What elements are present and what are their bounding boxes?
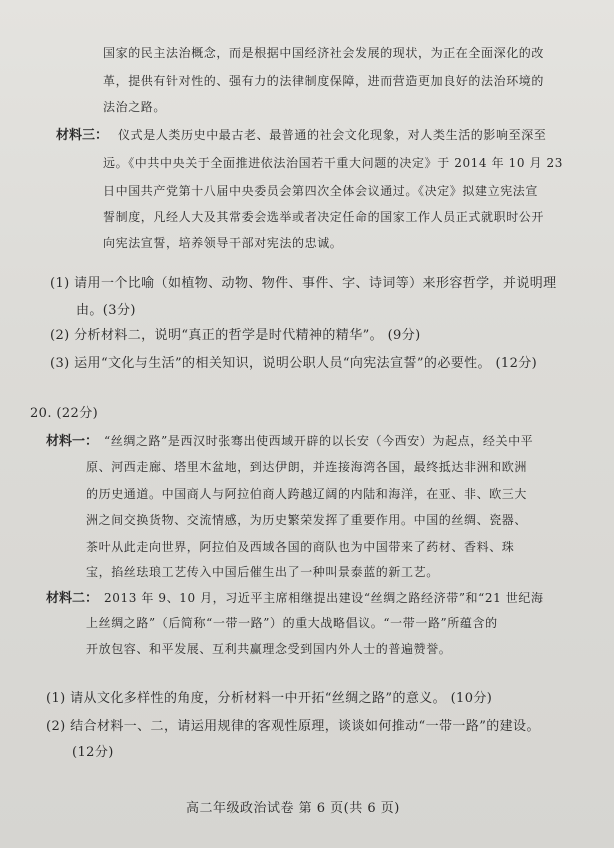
question-item: 由。(3分) xyxy=(76,303,136,318)
question-item: (12分) xyxy=(72,745,114,760)
text-line: 原、河西走廊、塔里木盆地，到达伊朗，并连接海湾各国，最终抵达非洲和欧洲 xyxy=(86,460,528,474)
text-line: 宝，掐丝珐琅工艺传入中国后催生出了一种叫景泰蓝的新工艺。 xyxy=(86,565,439,579)
text-line: 革，提供有针对性的、强有力的法律制度保障，进而营造更加良好的法治环境的 xyxy=(103,74,545,88)
text-line: 日中国共产党第十八届中央委员会第四次全体会议通过。《决定》拟建立宪法宣 xyxy=(103,184,539,198)
text-line: 上丝绸之路”（后简称“一带一路”）的重大战略倡议。“一带一路”所蕴含的 xyxy=(86,616,498,630)
question-item: (2) 结合材料一、二，请运用规律的客观性原理，谈谈如何推动“一带一路”的建设。 xyxy=(46,719,540,734)
text-line: 国家的民主法治概念，而是根据中国经济社会发展的现状，为正在全面深化的改 xyxy=(103,46,545,60)
material-label: 材料三： xyxy=(56,128,109,143)
text-line: 远。《中共中央关于全面推进依法治国若干重大问题的决定》于 2014 年 10 月 23 xyxy=(103,156,563,170)
question-item: (1) 请从文化多样性的角度，分析材料一中开拓“丝绸之路”的意义。 (10分) xyxy=(46,691,493,706)
question-item: (2) 分析材料二，说明“真正的哲学是时代精神的精华”。 (9分) xyxy=(50,328,421,343)
text-line: “丝绸之路”是西汉时张骞出使西域开辟的以长安（今西安）为起点，经关中平 xyxy=(104,434,534,448)
text-line: 开放包容、和平发展、互利共赢理念受到国内外人士的普遍赞誉。 xyxy=(86,642,452,656)
text-line: 茶叶从此走向世界，阿拉伯及西域各国的商队也为中国带来了药材、香料、珠 xyxy=(86,540,515,554)
text-line: 誓制度，凡经人大及其常委会选举或者决定任命的国家工作人员正式就职时公开 xyxy=(103,210,545,224)
question-item: (1) 请用一个比喻（如植物、动物、物件、事件、字、诗词等）来形容哲学，并说明理 xyxy=(50,276,557,291)
material-label: 材料二： xyxy=(46,591,99,606)
text-line: 法治之路。 xyxy=(103,100,167,114)
text-line: 向宪法宣誓，培养领导干部对宪法的忠诚。 xyxy=(103,236,343,250)
text-line: 仪式是人类历史中最古老、最普通的社会文化现象，对人类生活的影响至深至 xyxy=(118,128,547,142)
text-line: 的历史通道。中国商人与阿拉伯商人跨越辽阔的内陆和海洋，在亚、非、欧三大 xyxy=(86,487,528,501)
text-line: 2013 年 9、10 月，习近平主席相继提出建设“丝绸之路经济带”和“21 世纪海 xyxy=(104,591,544,605)
page-footer: 高二年级政治试卷 第 6 页(共 6 页) xyxy=(186,801,400,816)
question-header: 20. (22分) xyxy=(30,406,99,421)
material-label: 材料一： xyxy=(46,434,99,449)
question-item: (3) 运用“文化与生活”的相关知识，说明公职人员“向宪法宣誓”的必要性。 (12分) xyxy=(50,356,538,371)
text-line: 洲之间交换货物、交流情感，为历史繁荣发挥了重要作用。中国的丝绸、瓷器、 xyxy=(86,513,528,527)
